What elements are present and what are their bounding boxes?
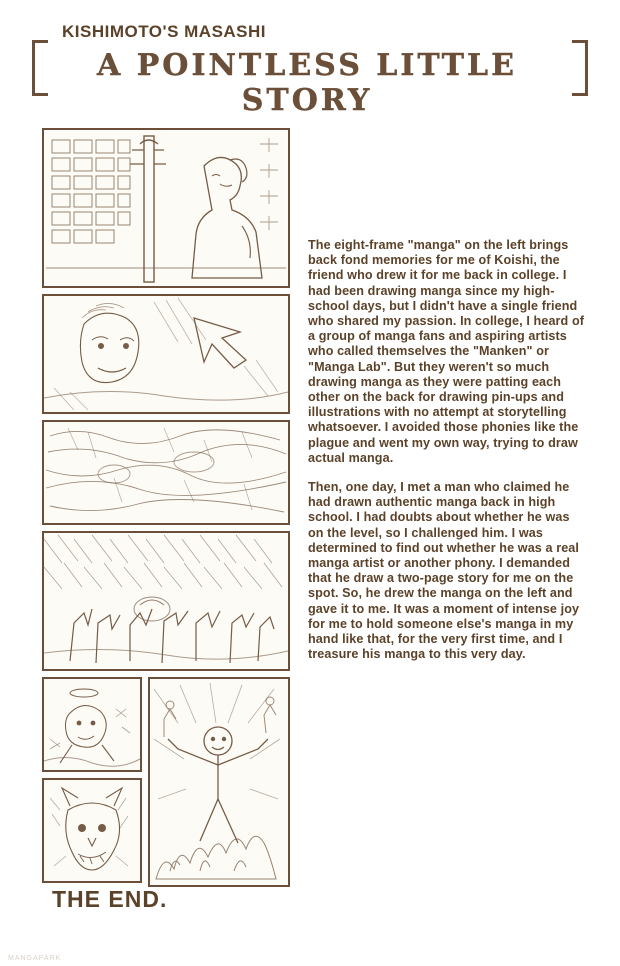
panel-5-artwork <box>44 679 140 770</box>
panel-6-artwork <box>150 679 288 885</box>
bracket-right-decoration <box>572 40 588 96</box>
the-end-label: THE END. <box>52 886 168 912</box>
panel-3-artwork <box>44 422 288 523</box>
panel-4-artwork <box>44 533 288 669</box>
bracket-left-decoration <box>32 40 48 96</box>
page-title: A POINTLESS LITTLE STORY <box>97 48 517 118</box>
comic-panel-3 <box>42 420 290 525</box>
comic-strip <box>42 128 290 887</box>
comic-panel-5 <box>42 677 142 772</box>
comic-panel-6 <box>148 677 290 887</box>
comic-panel-row <box>42 677 290 887</box>
panel-2-artwork <box>44 296 288 412</box>
comic-panel-1 <box>42 128 290 288</box>
panel-7-artwork <box>44 780 140 881</box>
comic-panel-4 <box>42 531 290 671</box>
comic-column-left <box>42 677 142 887</box>
paragraph-1: The eight-frame "manga" on the left brings back fond memories for me of Koishi, the friend who drew it for me back in college. I had been drawing manga since my high-school days, but I didn't have a single friend who shared my passion. In college, I heard of a group of manga fans and aspiring artists who called themselves the "Manken" or "Manga Lab". But they weren't so much drawing manga as they were patting each other on the back for drawing pin-ups and illustrations with no attempt at storytelling whatsoever. I avoided those phonies like the plague and went my own way, trying to draw actual manga. <box>308 238 585 465</box>
comic-panel-7 <box>42 778 142 883</box>
paragraph-2: Then, one day, I met a man who claimed he had drawn authentic manga back in high school. I had doubts about whether he was on the level, so I challenged him. I was determined to find out whether he was a real manga artist or another phony. I demanded that he draw a two-page story for me on the spot. So, he drew the manga on the left and gave it to me. It was a moment of intense joy for me to hold someone else's manga in my hand like that, for the very first time, and I treasure his manga to this very day. <box>308 480 580 662</box>
essay-text-column <box>308 238 586 676</box>
page-header <box>32 22 588 118</box>
author-byline: KISHIMOTO'S MASASHI <box>62 22 267 41</box>
panel-1-artwork <box>44 130 288 286</box>
comic-panel-2 <box>42 294 290 414</box>
watermark: MANGAPARK <box>8 955 62 962</box>
